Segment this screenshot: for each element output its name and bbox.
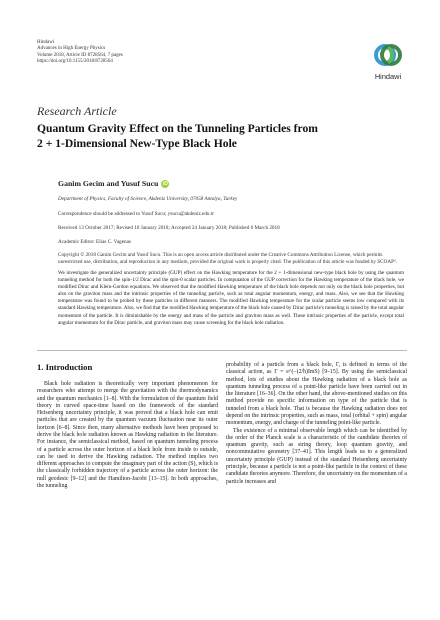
article-type: Research Article [37, 104, 117, 118]
correspondence: Correspondence should be addressed to Yusuf Sucu; ysucu@akdeniz.edu.tr [58, 211, 214, 217]
paragraph: probability of a particle from a black hole, Γ, is defined in terms of the classical action, as Γ = e^(−(2/ħ)ImS) [9–15]. By using the semiclassical method, lots of studies about the Hawking radiation of a black hole as quantum tunneling process of a point-like particle have been carried out in the literature [16–36]. On the other hand, the above-mentioned studies on this method provide no specific information on type of the particle that is tunneled from a black hole. That is because the Hawking radiation does not depend on the intrinsic properties, such as mass, total (orbital + spin) angular momentum, energy, and charge of the tunneling point-like particle. [226, 362, 407, 427]
academic-editor: Academic Editor: Elias C. Vagenas [58, 239, 131, 245]
publisher-name: Hindawi [37, 40, 55, 45]
right-column [226, 362, 407, 486]
journal-name: Advances in High Energy Physics [37, 46, 106, 52]
abstract: We investigate the generalized uncertainty principle (GUP) effect on the Hawking temperature for the 2 + 1-dimensional new-type black hole by using the quantum tunneling method for both the spin-1/2 Dirac and the spin-0 scalar particles. In computation of the GUP correction for the Hawking temperature of the black hole, we modified Dirac and Klein-Gordon equations. We observed that the modified Hawking temperature of the black hole depends not only on the black hole properties, but also on the graviton mass and the intrinsic properties of the tunneling particle, such as total angular momentum, energy, and mass. Also, we see that the Hawking temperature was found to be probed by these particles in different manners. The modified Hawking temperature for the scalar particle seems low compared with its standard Hawking temperature. Also, we find that the modified Hawking temperature of the black hole caused by Dirac particle's tunneling is raised by the total angular momentum of the particle. It is diminishable by the energy and mass of the particle and graviton mass as well. These intrinsic properties of the particle, except total angular momentum for the Dirac particle, and graviton mass may cause screening for the black hole radiation. [58, 270, 404, 326]
section-divider [37, 350, 407, 351]
logo-wordmark: Hindawi [374, 72, 402, 81]
volume-line: Volume 2018, Article ID 8728564, 7 pages [37, 52, 123, 58]
title-line-2: 2 + 1-Dimensional New-Type Black Hole [37, 137, 237, 150]
paragraph: The existence of a minimal observable length which can be identified by the order of the Planck scale is a characteristic of the candidate theories of quantum gravity, such as string theory, loop quantum gravity, and noncommutative geometry [37–41]. This length leads us to a generalized uncertainty principle (GUP) instead of the standard Heisenberg uncertainty principle, because a particle is not a point-like particle in the context of these candidate theories anymore. Therefore, the uncertainty on the momentum of a particle increases and [226, 427, 407, 485]
affiliation: Department of Physics, Faculty of Science, Akdeniz University, 07058 Antalya, Turkey [58, 196, 238, 202]
paragraph: Black hole radiation is theoretically very important phenomenon for researchers who attempt to merge the gravitation with the thermodynamics and the quantum mechanics [1–8]. With the formulation of the quantum field theory in curved space-time based on the framework of the standard Heisenberg uncertainty principle, it was proved that a black hole can emit particles that are created by the quantum vacuum fluctuation near its outer horizon [6–8]. Since then, many alternative methods have been proposed to derive the black hole radiation known as Hawking radiation in the literature. For instance, the semiclassical method, based on quantum tunneling process of a particle across the outer horizon of a black hole from inside to outside, can be used to derive the Hawking radiation. The method implies two different approaches to compute the imaginary part of the action (S), which is the classically forbidden trajectory of a particle across the outer horizon: the null geodesic [9–12] and the Hamilton-Jacobi [13–15]. In both approaches, the tunneling [37, 381, 218, 489]
hindawi-logo-icon [373, 40, 403, 70]
hindawi-logo [364, 40, 412, 88]
copyright-notice: Copyright © 2018 Ganim Gecim and Yusuf Sucu. This is an open access article distributed under the Creative Commons Attribution License, which permits unrestricted use, distribution, and reproduction in any medium, provided the original work is properly cited. The publication of this article was funded by SCOAP³. [58, 252, 397, 265]
left-column [37, 381, 218, 490]
dates: Received 13 October 2017; Revised 10 January 2018; Accepted 24 January 2018; Published 6 March 2018 [58, 225, 280, 231]
author-names: Ganim Gecim and Yusuf Sucu [58, 179, 159, 188]
authors [58, 179, 169, 188]
doi-link[interactable]: https://doi.org/10.1155/2018/8728564 [37, 59, 113, 65]
journal-header [37, 40, 123, 66]
orcid-icon[interactable]: iD [162, 180, 168, 187]
section-heading: 1. Introduction [37, 362, 93, 372]
article-title [37, 121, 407, 151]
title-line-1: Quantum Gravity Effect on the Tunneling Particles from [37, 122, 318, 135]
